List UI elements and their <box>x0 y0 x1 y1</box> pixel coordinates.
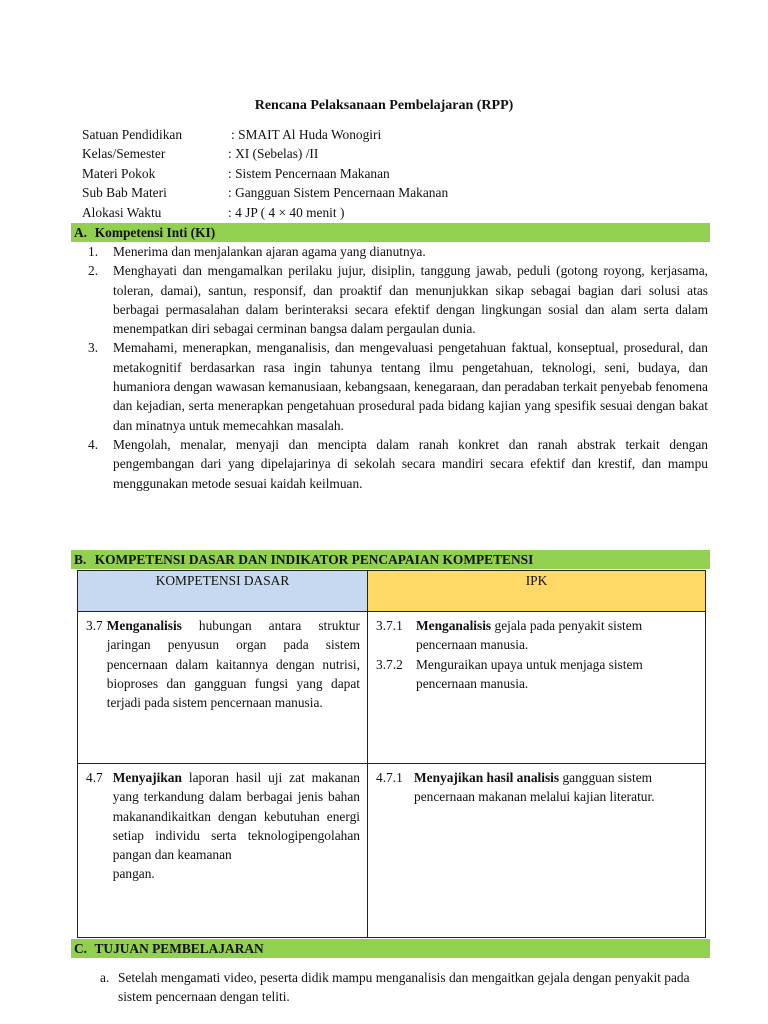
section-heading: Kompetensi Inti (KI) <box>94 225 216 240</box>
identity-row <box>82 144 448 163</box>
identity-label: Alokasi Waktu <box>82 204 162 220</box>
ipk-keyword: Menganalisis <box>416 618 492 633</box>
kd-text <box>113 768 360 884</box>
list-item <box>88 435 708 493</box>
ipk-entry <box>376 616 698 655</box>
list-item <box>100 968 710 1007</box>
list-item <box>88 261 708 338</box>
ki-list <box>88 242 708 493</box>
ipk-text <box>416 655 698 694</box>
ipk-entries <box>368 764 705 807</box>
item-letter: a. <box>100 970 110 985</box>
identity-label: Sub Bab Materi <box>82 185 167 201</box>
item-number: 4. <box>88 436 99 452</box>
item-number: 2. <box>88 263 99 279</box>
identity-value: : Gangguan Sistem Pencernaan Makanan <box>228 185 449 201</box>
kd-cell <box>78 612 368 764</box>
ipk-text <box>414 768 698 807</box>
kd-description: laporan hasil uji zat makanan yang terkandung dalam berbagai jenis bahan makanandikaitkan dengan kebutuhan energi setiap individu serta teknologipengolahan pangan dan keamanan <box>112 770 360 863</box>
section-letter: A. <box>74 225 88 240</box>
document-title: Rencana Pelaksanaan Pembelajaran (RPP) <box>254 98 514 113</box>
list-item <box>88 338 708 434</box>
item-text: Mengolah, menalar, menyaji dan mencipta dalam ranah konkret dan ranah abstrak terkait dengan pengembangan dari yang dipelajarinya di sekolah secara mandiri secara efektif dan krestif, dan mampu menggunakan metode sesuai kaidah keilmuan. <box>113 436 708 491</box>
section-letter: C. <box>74 941 88 956</box>
identity-value: : XI (Sebelas) /II <box>228 146 319 162</box>
identity-row <box>82 203 448 222</box>
kd-column-header: KOMPETENSI DASAR <box>78 571 368 612</box>
ipk-text <box>416 616 698 655</box>
kd-keyword: Menyajikan <box>112 770 182 785</box>
kd-keyword: Menganalisis <box>106 618 182 633</box>
section-b-header <box>71 550 710 569</box>
item-text: Menghayati dan mengamalkan perilaku jujur, disiplin, tanggung jawab, peduli (gotong royong, kerjasama, toleran, damai), santun, responsif, dan proaktif dan menunjukkan sikap sebagai bagian dari solusi atas berbagai permasalahan dalam berinteraksi secara efektif dengan lingkungan sosial dan alam serta dalam menempatkan diri sebagai cerminan bangsa dalam pergaulan dunia. <box>113 263 708 337</box>
ipk-description: gangguan sistem pencernaan makanan melalui kajian literatur. <box>414 770 655 805</box>
kd-number: 4.7 <box>86 770 103 785</box>
table-header-row <box>78 571 706 612</box>
ipk-number: 4.7.1 <box>376 770 403 785</box>
section-heading: KOMPETENSI DASAR DAN INDIKATOR PENCAPAIAN KOMPETENSI <box>94 552 534 567</box>
item-text: Menerima dan menjalankan ajaran agama yang dianutnya. <box>113 244 426 259</box>
identity-label: Satuan Pendidikan <box>82 127 183 142</box>
identity-value: : Sistem Pencernaan Makanan <box>228 165 390 181</box>
ipk-keyword: Menyajikan hasil analisis <box>414 770 560 785</box>
kd-cell <box>78 764 368 938</box>
identity-label: Kelas/Semester <box>82 146 166 162</box>
identity-value: : 4 JP ( 4 × 40 menit ) <box>228 204 345 220</box>
identity-value: : SMAIT Al Huda Wonogiri <box>231 127 382 142</box>
ipk-number: 3.7.1 <box>376 618 403 633</box>
identity-label: Materi Pokok <box>82 165 156 181</box>
identity-block <box>82 125 448 222</box>
ipk-column-header: IPK <box>368 571 706 612</box>
item-text: Memahami, menerapkan, menganalisis, dan mengevaluasi pengetahuan faktual, konseptual, prosedural, dan metakognitif berdasarkan rasa ingin tahunya tentang ilmu pengetahuan, teknologi, seni, budaya, dan humaniora dengan wawasan kemanusiaan, kebangsaan, kenegaraan, dan peradaban terkait penyebab fenomena dan kejadian, serta menerapkan pengetahuan prosedural pada bidang kajian yang spesifik sesuai dengan bakat dan minatnya untuk memecahkan masalah. <box>113 340 708 433</box>
identity-row <box>82 125 448 144</box>
kd-number: 3.7 <box>86 618 103 633</box>
identity-row <box>82 183 448 202</box>
ipk-cell <box>368 764 706 938</box>
ipk-entry <box>376 655 698 694</box>
section-a-header <box>71 223 710 242</box>
ipk-description: gejala pada penyakit sistem pencernaan manusia. <box>416 618 643 653</box>
kd-entry <box>78 764 367 884</box>
table-row <box>78 764 706 938</box>
section-c-header <box>71 939 710 958</box>
ipk-cell <box>368 612 706 764</box>
ipk-number: 3.7.2 <box>376 656 403 672</box>
identity-row <box>82 164 448 183</box>
item-number: 1. <box>88 244 99 259</box>
list-item <box>88 242 708 261</box>
section-heading: TUJUAN PEMBELAJARAN <box>94 941 264 956</box>
kd-text <box>107 616 360 712</box>
ipk-description: Menguraikan upaya untuk menjaga sistem pencernaan manusia. <box>416 656 643 691</box>
kd-entry <box>78 612 367 712</box>
ipk-entry <box>376 768 698 807</box>
item-text: Setelah mengamati video, peserta didik mampu menganalisis dan mengaitkan gejala dengan penyakit pada sistem pencernaan dengan teliti. <box>118 970 690 1005</box>
kd-ipk-table <box>77 570 706 938</box>
item-number: 3. <box>88 340 99 356</box>
ipk-entries <box>368 612 705 693</box>
kd-description-end: pangan. <box>112 866 155 882</box>
kd-description: hubungan antara struktur jaringan penyusun organ pada sistem pencernaan dalam kaitannya dengan nutrisi, bioproses dan gangguan fungsi yang dapat terjadi pada sistem pencernaan manusia. <box>106 618 360 711</box>
section-letter: B. <box>74 552 87 567</box>
table-row <box>78 612 706 764</box>
